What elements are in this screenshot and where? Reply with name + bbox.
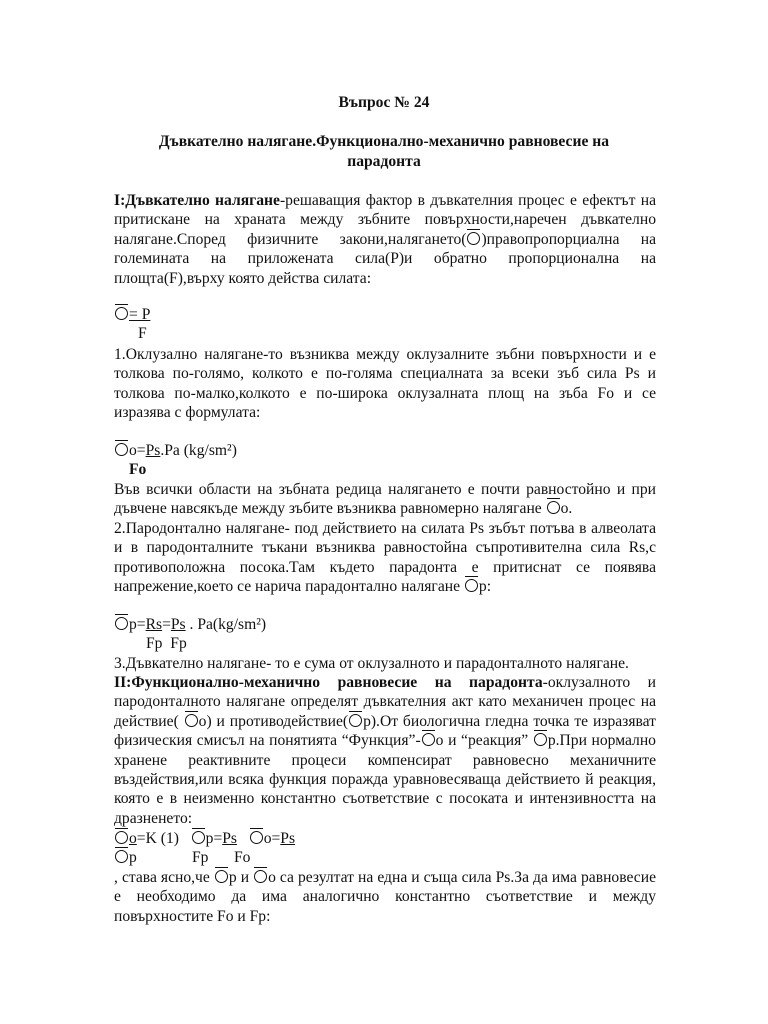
sigma-overbar-icon (534, 733, 547, 746)
formula-periodontal: p=Rs=Ps . Pa(kg/sm²) Fp Fp (114, 615, 656, 654)
section1-label: I:Дъвкателно налягане (114, 192, 280, 209)
conclusion-paragraph: , става ясно,че p и o са резултат на една и съща сила Ps.За да има равновесие е необходимо да има аналогично константно съответствие и между повърхностите Fo и Fp: (114, 869, 656, 925)
sigma-overbar-icon (547, 501, 560, 514)
sigma-overbar-icon (465, 579, 478, 592)
formula-pressure: = P F (114, 305, 656, 344)
section2-label: :Функционално-механично равновесие на парадонта (126, 674, 543, 691)
sigma-overbar-icon (422, 733, 435, 746)
section1-intro-paragraph: I:Дъвкателно налягане-решаващия фактор в дъвкателния процес е ефектът на притискане на храната между зъбните повърхности,наречен дъвкателно налягане.Според физичните закони,налягането( )правопропорциална на големината на приложената сила(P)и обратно пропорционална на площта(F),върху която действа силата: (114, 192, 657, 287)
sigma-overbar-icon (115, 850, 128, 863)
formula-occlusal: o=Ps.Pa (kg/sm²) Fo (114, 441, 656, 480)
sigma-overbar-icon (115, 443, 128, 456)
periodontal-paragraph: 2.Пародонтално налягане- под действието на силата Ps зъбът потъва в алвеолата и в пародонталните тъкани възниква равностойна съпротивителна сила Rs,с противоположна посока.Там където парадонта е притиснат се появява напрежение,което се нарича парадонтално налягане p: (114, 520, 656, 596)
sigma-overbar-icon (254, 870, 267, 883)
sigma-overbar-icon (115, 831, 128, 844)
sigma-overbar-icon (192, 831, 205, 844)
formula-equilibrium: o=K (1) p=Ps o=Ps p Fp Fo (114, 829, 656, 868)
equal-pressure-paragraph: Във всички области на зъбната редица налягането е почти равностойно и при дъвчене навсякъде между зъбите възниква равномерно налягане o. (114, 481, 656, 518)
sigma-overbar-icon (115, 617, 128, 630)
title-line-1: Дъвкателно налягане.Функционално-механично равновесие на (158, 133, 610, 150)
sigma-overbar-icon (349, 714, 362, 727)
title-line-2: парадонта (347, 153, 421, 170)
sigma-overbar-icon (185, 714, 198, 727)
sigma-overbar-icon (215, 870, 228, 883)
masticatory-sum-paragraph: 3.Дъвкателно налягане- то е сума от оклузалното и парадонталното налягане. (114, 655, 629, 672)
section2-label-number: II (114, 674, 127, 691)
section2-paragraph: II:Функционално-механично равновесие на парадонта-оклузалното и пародонталното налягане определят дъвкателния акт като механичен процес на действие( o) и противодействие( p).От биологична гледна точка те изразяват физическия смисъл на понятията “Функция”- o и “реакция” p.При нормално хранене реактивните процеси компенсират равновесно механичните въздействия,или всяка функция поражда уравновесяваща действието й реакция, която е в неизменно константно съответствие с посоката и интензивността на дразненето: (114, 674, 656, 827)
sigma-overbar-icon (467, 232, 480, 245)
question-number: Въпрос № 24 (338, 94, 430, 111)
sigma-overbar-icon (250, 831, 263, 844)
sigma-overbar-icon (115, 307, 128, 320)
occlusal-paragraph: 1.Оклузално налягане-то възниква между оклузалните зъбни повърхности и е толкова по-голямо, колкото е по-голяма специалната за всеки зъб сила Ps и толкова по-малко,колкото е по-широка оклузалната площ на зъба Fo и се изразява с формулата: (114, 346, 656, 422)
